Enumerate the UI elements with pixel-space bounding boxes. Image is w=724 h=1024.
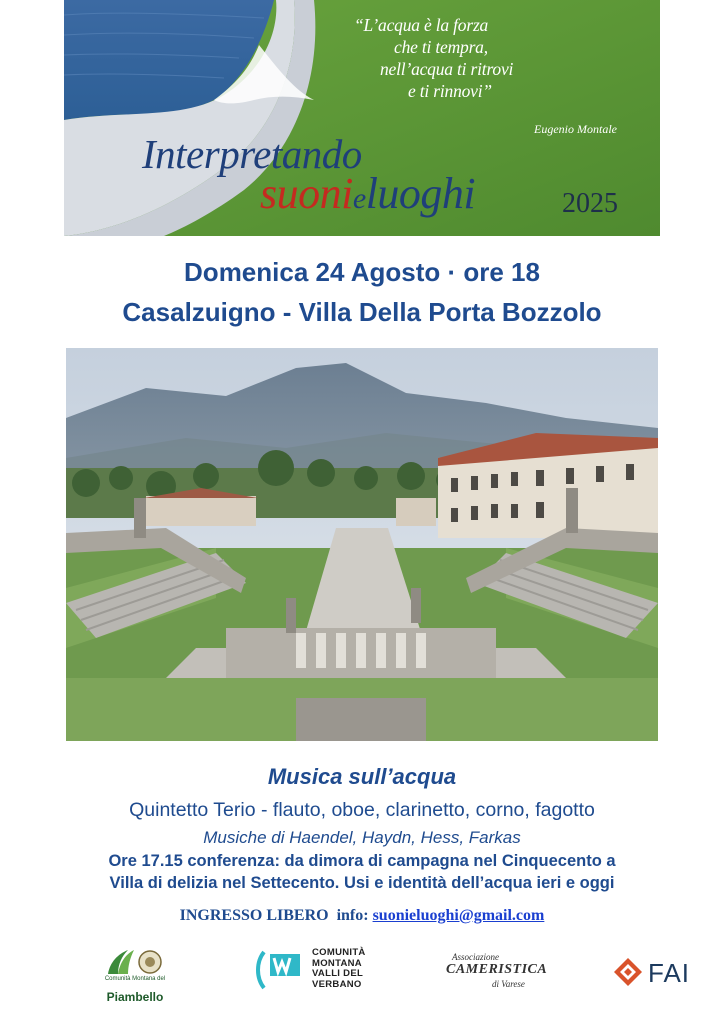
quote-line: e ti rinnovi”: [408, 81, 492, 101]
conference-line-2: Villa di delizia nel Settecento. Usi e identità dell’acqua ieri e oggi: [109, 874, 615, 892]
piambello-caption: Comunità Montana del: [104, 976, 166, 982]
conference-line-1: Ore 17.15 conferenza: da dimora di campagna nel Cinquecento a: [108, 852, 616, 870]
info-label: info:: [336, 907, 369, 924]
valli-verbano-logo: [254, 948, 374, 996]
ensemble-line: Quintetto Terio - flauto, oboe, clarinetto, corno, fagotto: [129, 799, 595, 821]
quote-author: Eugenio Montale: [534, 122, 617, 136]
piambello-emblem-icon: [104, 944, 166, 976]
event-date: Domenica 24 Agosto · ore 18: [184, 257, 540, 287]
banner-quote: [354, 14, 654, 102]
cameristica-logo: [440, 952, 548, 992]
composers-line: Musiche di Haendel, Haydn, Hess, Farkas: [203, 828, 521, 847]
villa-garden-illustration: [66, 348, 658, 741]
entry-info: [0, 907, 724, 925]
header-banner: [64, 0, 660, 236]
fai-emblem-icon: [612, 956, 644, 988]
festival-year: 2025: [562, 188, 618, 219]
festival-name-line2: [260, 168, 475, 219]
piambello-name: Piambello: [106, 990, 164, 1004]
festival-name-line1: Interpretando: [142, 131, 362, 177]
villa-photo: [66, 348, 658, 741]
piambello-logo: [100, 944, 170, 1010]
fai-logo: [612, 956, 692, 990]
cameristica-line-1: Associazione: [452, 952, 499, 962]
concert-title: Musica sull’acqua: [267, 764, 457, 789]
quote-line: “L’acqua è la forza: [354, 15, 489, 35]
festival-word-suoni: suoni: [260, 169, 353, 218]
verbano-line: COMUNITÀ: [312, 947, 366, 958]
festival-word-luoghi: luoghi: [365, 169, 476, 218]
cameristica-line-3: di Varese: [492, 979, 525, 989]
fai-label: FAI: [648, 958, 691, 988]
verbano-line: VALLI DEL: [312, 968, 364, 979]
free-entry-label: INGRESSO LIBERO: [179, 907, 329, 924]
festival-word-e: e: [352, 182, 366, 215]
event-location: Casalzuigno - Villa Della Porta Bozzolo: [122, 297, 602, 327]
verbano-line: VERBANO: [312, 978, 362, 990]
cameristica-line-2: CAMERISTICA: [446, 962, 548, 977]
quote-line: nell’acqua ti ritrovi: [380, 59, 514, 79]
quote-line: che ti tempra,: [394, 37, 488, 57]
verbano-mark-icon: [254, 948, 306, 992]
verbano-line: MONTANA: [312, 957, 362, 969]
email-link[interactable]: suonieluoghi@gmail.com: [372, 907, 545, 924]
verbano-label: [312, 948, 366, 990]
